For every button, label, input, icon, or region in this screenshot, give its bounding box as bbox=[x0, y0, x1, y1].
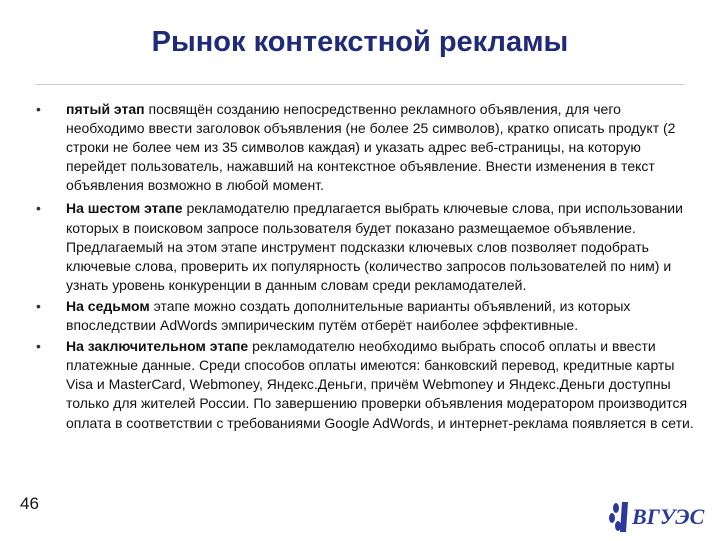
bullet-marker: • bbox=[36, 200, 41, 217]
list-item bbox=[34, 100, 694, 195]
title-divider bbox=[36, 84, 684, 85]
list-item-text bbox=[66, 100, 694, 195]
slide-title: Рынок контекстной рекламы bbox=[151, 26, 569, 58]
list-item-bold: На шестом этапе bbox=[66, 200, 183, 217]
bullet-marker: • bbox=[36, 101, 41, 117]
list-item-text bbox=[66, 337, 694, 432]
logo-icon bbox=[606, 496, 706, 536]
list-item-bold: На заключительном этапе bbox=[66, 338, 249, 355]
list-item-body: посвящён созданию непосредственно рекламного объявления, для чего необходимо ввести заголовок объявления (не более 25 символов), кратко описать продукт (2 строки не более чем из 35 символов каждая) и указать адрес веб-страницы, на которую перейдет пользователь, нажавший на контекстное объявление. Внести изменения в текст объявления возможно в любой момент. bbox=[66, 101, 676, 194]
list-item bbox=[34, 199, 694, 294]
list-item-text bbox=[66, 297, 694, 335]
list-item-body: рекламодателю необходимо выбрать способ оплаты и ввести платежные данные. Среди способов оплаты имеются: банковский перевод, кредитные карты Visa и MasterCard, Webmoney, Яндекс.Деньги, причём Webmoney и Яндекс.Деньги доступны только для жителей России. По завершению проверки объявления модератором производится оплата в соответствии с требованиями Google AdWords, и интернет-реклама появляется в сети. bbox=[66, 338, 694, 431]
university-logo bbox=[606, 496, 706, 541]
list-item-bold: На седьмом bbox=[66, 297, 150, 314]
list-item bbox=[34, 337, 694, 432]
bullet-marker: • bbox=[36, 297, 41, 314]
list-item-body: рекламодателю предлагается выбрать ключевые слова, при использовании которых в поисковом запросе пользователя будет показано размещаемое объявление. Предлагаемый на этом этапе инструмент подсказки ключевых слов позволяет подобрать ключевые слова, проверить их популярность (количество запросов пользователей по ним) и узнать уровень конкуренции в данным словам среди рекламодателей. bbox=[66, 200, 683, 293]
list-item-text bbox=[66, 199, 694, 294]
bullet-list bbox=[34, 100, 694, 433]
list-item-bold: пятый этап bbox=[66, 101, 145, 117]
logo-text: ВГУЭС bbox=[632, 504, 705, 529]
list-item-body: этапе можно создать дополнительные варианты объявлений, из которых впоследствии AdWords эмпирическим путём отберёт наиболее эффективные. bbox=[66, 297, 631, 334]
list-item bbox=[34, 297, 694, 335]
page-number: 46 bbox=[20, 494, 39, 513]
bullet-marker: • bbox=[36, 338, 41, 355]
